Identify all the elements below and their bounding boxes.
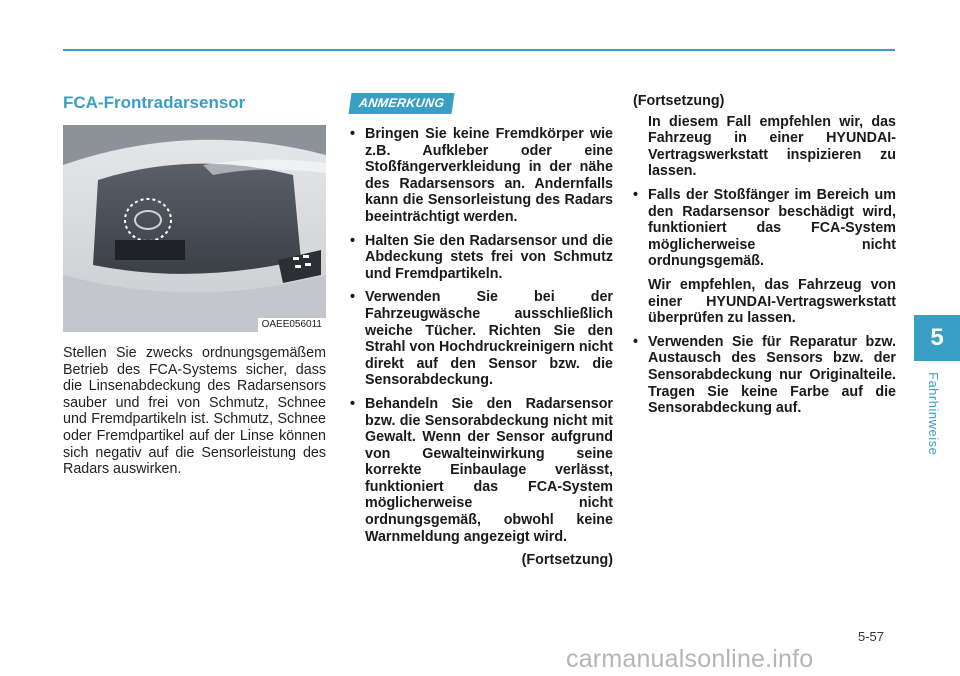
intro-paragraph: Stellen Sie zwecks ordnungsgemäßem Betrieb des FCA-Systems sicher, dass die Linsenabdeckung des Radarsensors sauber und frei von Schmutz, Schnee und Fremdpartikeln ist. Schmutz, Schnee oder Fremdpartikel auf der Linse können sich negativ auf die Sensorleistung des Radars auswirken. (63, 345, 326, 478)
column-left (63, 93, 326, 478)
car-front-photo (63, 125, 326, 332)
note-bullet: • Halten Sie den Radarsensor und die Abdeckung stets frei von Schmutz und Fremdpartikeln. (350, 232, 613, 282)
column-right (633, 93, 896, 424)
note-badge: ANMERKUNG (349, 93, 455, 114)
page-number: 5-57 (858, 629, 885, 644)
note-bullet: • Bringen Sie keine Fremdkörper wie z.B. Aufkleber oder eine Stoßfängerverkleidung in der nähe des Radarsensors an. Andernfalls kann die Sensorleistung des Radars beeinträchtigt werden. (350, 126, 613, 225)
header-rule (63, 49, 895, 51)
note-bullet: • Verwenden Sie bei der Fahrzeugwäsche ausschließlich weiche Tücher. Richten Sie den Strahl von Hochdruckreinigern nicht direkt auf den Sensor bzw. die Sensorabdeckung. (350, 289, 613, 389)
photo-reference-code: OAEE056011 (258, 318, 326, 332)
note-bullet: • Falls der Stoßfänger im Bereich um den Radarsensor beschädigt wird, funktioniert das FCA-System möglicherweise nicht ordnungsgemäß. (633, 186, 896, 270)
continued-label: (Fortsetzung) (521, 552, 613, 569)
watermark: carmanualsonline.info (566, 645, 814, 673)
car-front-illustration (63, 125, 326, 332)
continued-heading: (Fortsetzung) (633, 93, 725, 109)
note-bullet-list (350, 126, 613, 545)
note-bullet-list-continued-2 (633, 334, 896, 417)
chapter-number-tab: 5 (914, 315, 960, 361)
recommendation-paragraph: Wir empfehlen, das Fahrzeug von einer HYUNDAI-Vertragswerkstatt überprüfen zu lassen. (648, 276, 896, 327)
chapter-label: Fahrhinweise (926, 372, 941, 456)
continued-paragraph: In diesem Fall empfehlen wir, das Fahrzeug in einer HYUNDAI-Vertragswerkstatt inspizieren zu lassen. (648, 113, 896, 180)
note-bullet-list-continued (633, 187, 896, 270)
note-bullet: • Verwenden Sie für Reparatur bzw. Austausch des Sensors bzw. der Sensorabdeckung nur Originalteile. Tragen Sie keine Farbe auf die Sensorabdeckung auf. (633, 333, 896, 417)
section-title: FCA-Frontradarsensor (63, 93, 246, 112)
note-bullet: • Behandeln Sie den Radarsensor bzw. die Sensorabdeckung nicht mit Gewalt. Wenn der Sensor aufgrund von Gewalteinwirkung seine korrekte Einbaulage verlässt, funktioniert das FCA-System möglicherweise nicht ordnungsgemäß, obwohl keine Warnmeldung angezeigt wird. (350, 395, 613, 545)
column-middle (350, 93, 613, 569)
